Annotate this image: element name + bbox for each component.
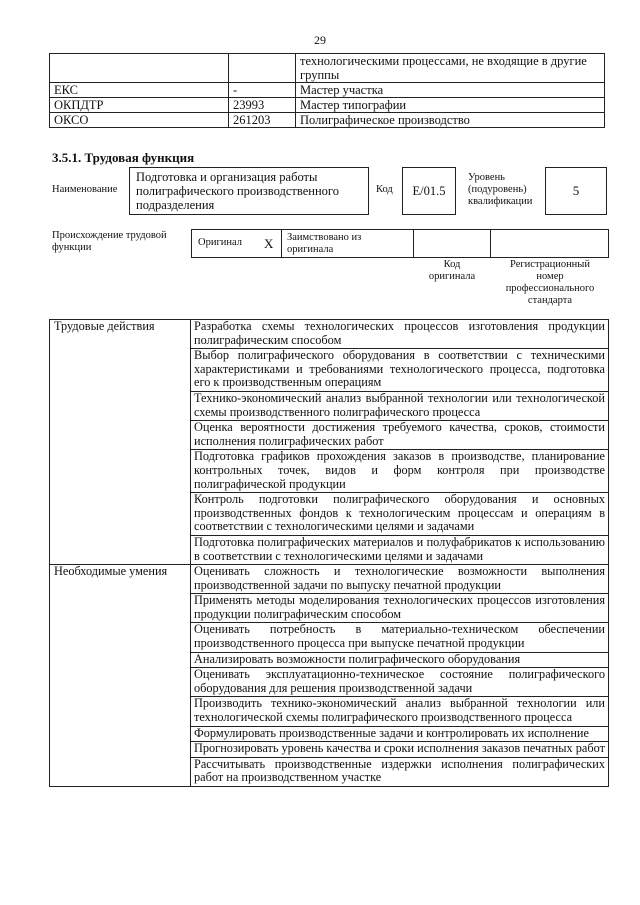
original-mark: X — [264, 236, 274, 251]
required-skills-cell — [191, 565, 609, 787]
table-cell: Полиграфическое производство — [296, 113, 605, 128]
list-item: Формулировать производственные задачи и контролировать их исполнение — [191, 727, 608, 743]
table-row — [50, 320, 609, 565]
origin-box — [191, 229, 609, 258]
page-number: 29 — [314, 33, 326, 47]
list-item: Оценивать потребность в материально-техническом обеспечении производственного процесса при выпуске печатной продукции — [191, 623, 608, 652]
required-skills-label: Необходимые умения — [50, 565, 191, 787]
table-cell: Мастер участка — [296, 83, 605, 98]
list-item: Оценка вероятности достижения требуемого качества, сроков, стоимости исполнения полиграфических работ — [191, 421, 608, 450]
table-cell: ЕКС — [50, 83, 229, 98]
list-item: Прогнозировать уровень качества и сроки исполнения заказов печатных работ — [191, 742, 608, 758]
name-label: Наименование — [52, 184, 118, 195]
code-caption: Код оригинала — [428, 259, 476, 282]
table-cell: - — [229, 83, 296, 98]
table-cell: технологическими процессами, не входящие в другие группы — [296, 54, 605, 83]
function-table — [49, 319, 609, 787]
list-item: Рассчитывать производственные издержки исполнения полиграфических работ на производственном участке — [194, 756, 605, 785]
list-item: Оценивать эксплуатационно-техническое состояние полиграфического оборудования для решения производственной задачи — [191, 668, 608, 697]
borrowed-label: Заимствовано из оригинала — [287, 232, 362, 255]
labor-actions-label: Трудовые действия — [50, 320, 191, 565]
level-value: 5 — [545, 167, 607, 215]
list-item: Технико-экономический анализ выбранной технологии или технологической схемы производственного полиграфического процесса — [191, 392, 608, 421]
list-item: Разработка схемы технологических процессов изготовления продукции полиграфическим способом — [191, 320, 608, 349]
table-cell: 23993 — [229, 98, 296, 113]
table-cell: ОКСО — [50, 113, 229, 128]
list-item: Применять методы моделирования технологических процессов изготовления продукции полиграфическим способом — [191, 594, 608, 623]
code-value: E/01.5 — [402, 167, 456, 215]
table-row — [50, 83, 605, 98]
code-label: Код — [376, 184, 393, 195]
reg-caption: Регистрационный номер профессионального стандарта — [505, 259, 595, 306]
list-item: Производить технико-экономический анализ выбранной технологии или технологической схемы полиграфического производственного процесса — [191, 697, 608, 726]
codes-table — [49, 53, 605, 128]
list-item: Подготовка полиграфических материалов и полуфабрикатов к использованию в соответствии с технологическими целями и задачами — [194, 534, 605, 563]
section-heading: 3.5.1. Трудовая функция — [52, 150, 195, 165]
labor-actions-cell — [191, 320, 609, 565]
list-item: Оценивать сложность и технологические возможности выполнения производственной задачи по выпуску печатной продукции — [191, 565, 608, 594]
table-cell: 261203 — [229, 113, 296, 128]
list-item: Контроль подготовки полиграфического оборудования и основных производственных фондов к технологическим процессам и операциям в соответствии с технологическими целями и задачами — [191, 493, 608, 536]
name-value: Подготовка и организация работы полиграфического производственного подразделения — [129, 167, 369, 215]
list-item: Выбор полиграфического оборудования в соответствии с техническими характеристиками и требованиями технологического процесса, подготовка его к производственным операциям — [191, 349, 608, 392]
table-row — [50, 113, 605, 128]
table-cell: ОКПДТР — [50, 98, 229, 113]
table-row — [50, 565, 609, 787]
level-label: Уровень (подуровень) квалификации — [468, 172, 533, 207]
original-label: Оригинал — [198, 237, 242, 248]
list-item: Анализировать возможности полиграфического оборудования — [191, 653, 608, 669]
table-row — [50, 98, 605, 113]
table-row — [50, 54, 605, 83]
list-item: Подготовка графиков прохождения заказов в производстве, планирование контрольных точек, видов и форм контроля при производстве полиграфической продукции — [191, 450, 608, 493]
table-cell: Мастер типографии — [296, 98, 605, 113]
origin-label: Происхождение трудовой функции — [52, 230, 167, 253]
